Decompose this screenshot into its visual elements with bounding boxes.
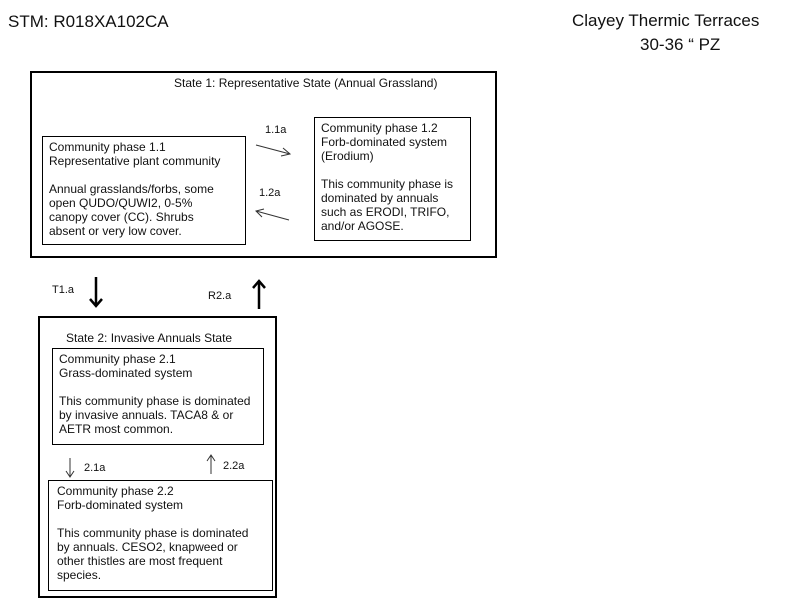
- phase-1-1-name: Community phase 1.1: [49, 140, 166, 154]
- transition-t1a-label: T1.a: [52, 284, 75, 296]
- phase-1-2-desc-line: such as ERODI, TRIFO,: [321, 205, 450, 219]
- arrow-pathway-1-1a: [256, 145, 290, 156]
- phase-1-2-subtitle: Forb-dominated system: [321, 135, 448, 149]
- arrow-pathway-1-2a: [256, 209, 289, 220]
- phase-2-1-subtitle: Grass-dominated system: [59, 366, 193, 380]
- arrow-transition-t1a: [90, 277, 102, 306]
- arrow-restoration-r2a: [253, 281, 265, 309]
- pathway-1-2a-label: 1.2a: [259, 187, 281, 199]
- pathway-1-1a-label: 1.1a: [265, 124, 287, 136]
- phase-1-1-subtitle: Representative plant community: [49, 154, 221, 168]
- phase-2-2-name: Community phase 2.2: [57, 484, 174, 498]
- phase-2-2-desc-line: by annuals. CESO2, knapweed or: [57, 540, 238, 554]
- precipitation-zone: 30-36 “ PZ: [640, 35, 721, 54]
- stm-id: STM: R018XA102CA: [8, 12, 169, 31]
- phase-2-1-desc-line: AETR most common.: [59, 422, 174, 436]
- arrow-pathway-2-1a: [66, 458, 74, 477]
- state-1-title: State 1: Representative State (Annual Grassland): [174, 76, 438, 90]
- phase-1-2-genus: (Erodium): [321, 149, 374, 163]
- state-2-title: State 2: Invasive Annuals State: [66, 331, 233, 345]
- restoration-r2a-label: R2.a: [208, 290, 232, 302]
- arrow-pathway-2-2a: [207, 455, 215, 474]
- phase-2-2-desc-line: other thistles are most frequent: [57, 554, 223, 568]
- phase-1-2-desc-line: and/or AGOSE.: [321, 219, 404, 233]
- phase-2-1-name: Community phase 2.1: [59, 352, 176, 366]
- phase-2-1-desc-line: This community phase is dominated: [59, 394, 251, 408]
- phase-1-1-desc-line: open QUDO/QUWI2, 0-5%: [49, 196, 193, 210]
- phase-2-2-desc-line: species.: [57, 568, 102, 582]
- ecological-site-title: Clayey Thermic Terraces: [572, 11, 760, 30]
- phase-1-2-desc-line: dominated by annuals: [321, 191, 439, 205]
- phase-1-2-desc-line: This community phase is: [321, 177, 454, 191]
- phase-2-2-desc-line: This community phase is dominated: [57, 526, 249, 540]
- phase-1-1-desc-line: canopy cover (CC). Shrubs: [49, 210, 194, 224]
- phase-1-2-name: Community phase 1.2: [321, 121, 438, 135]
- phase-2-2-subtitle: Forb-dominated system: [57, 498, 184, 512]
- phase-2-1-desc-line: by invasive annuals. TACA8 & or: [59, 408, 234, 422]
- pathway-2-2a-label: 2.2a: [223, 460, 245, 472]
- phase-1-1-desc-line: Annual grasslands/forbs, some: [49, 182, 214, 196]
- pathway-2-1a-label: 2.1a: [84, 462, 106, 474]
- phase-1-1-desc-line: absent or very low cover.: [49, 224, 182, 238]
